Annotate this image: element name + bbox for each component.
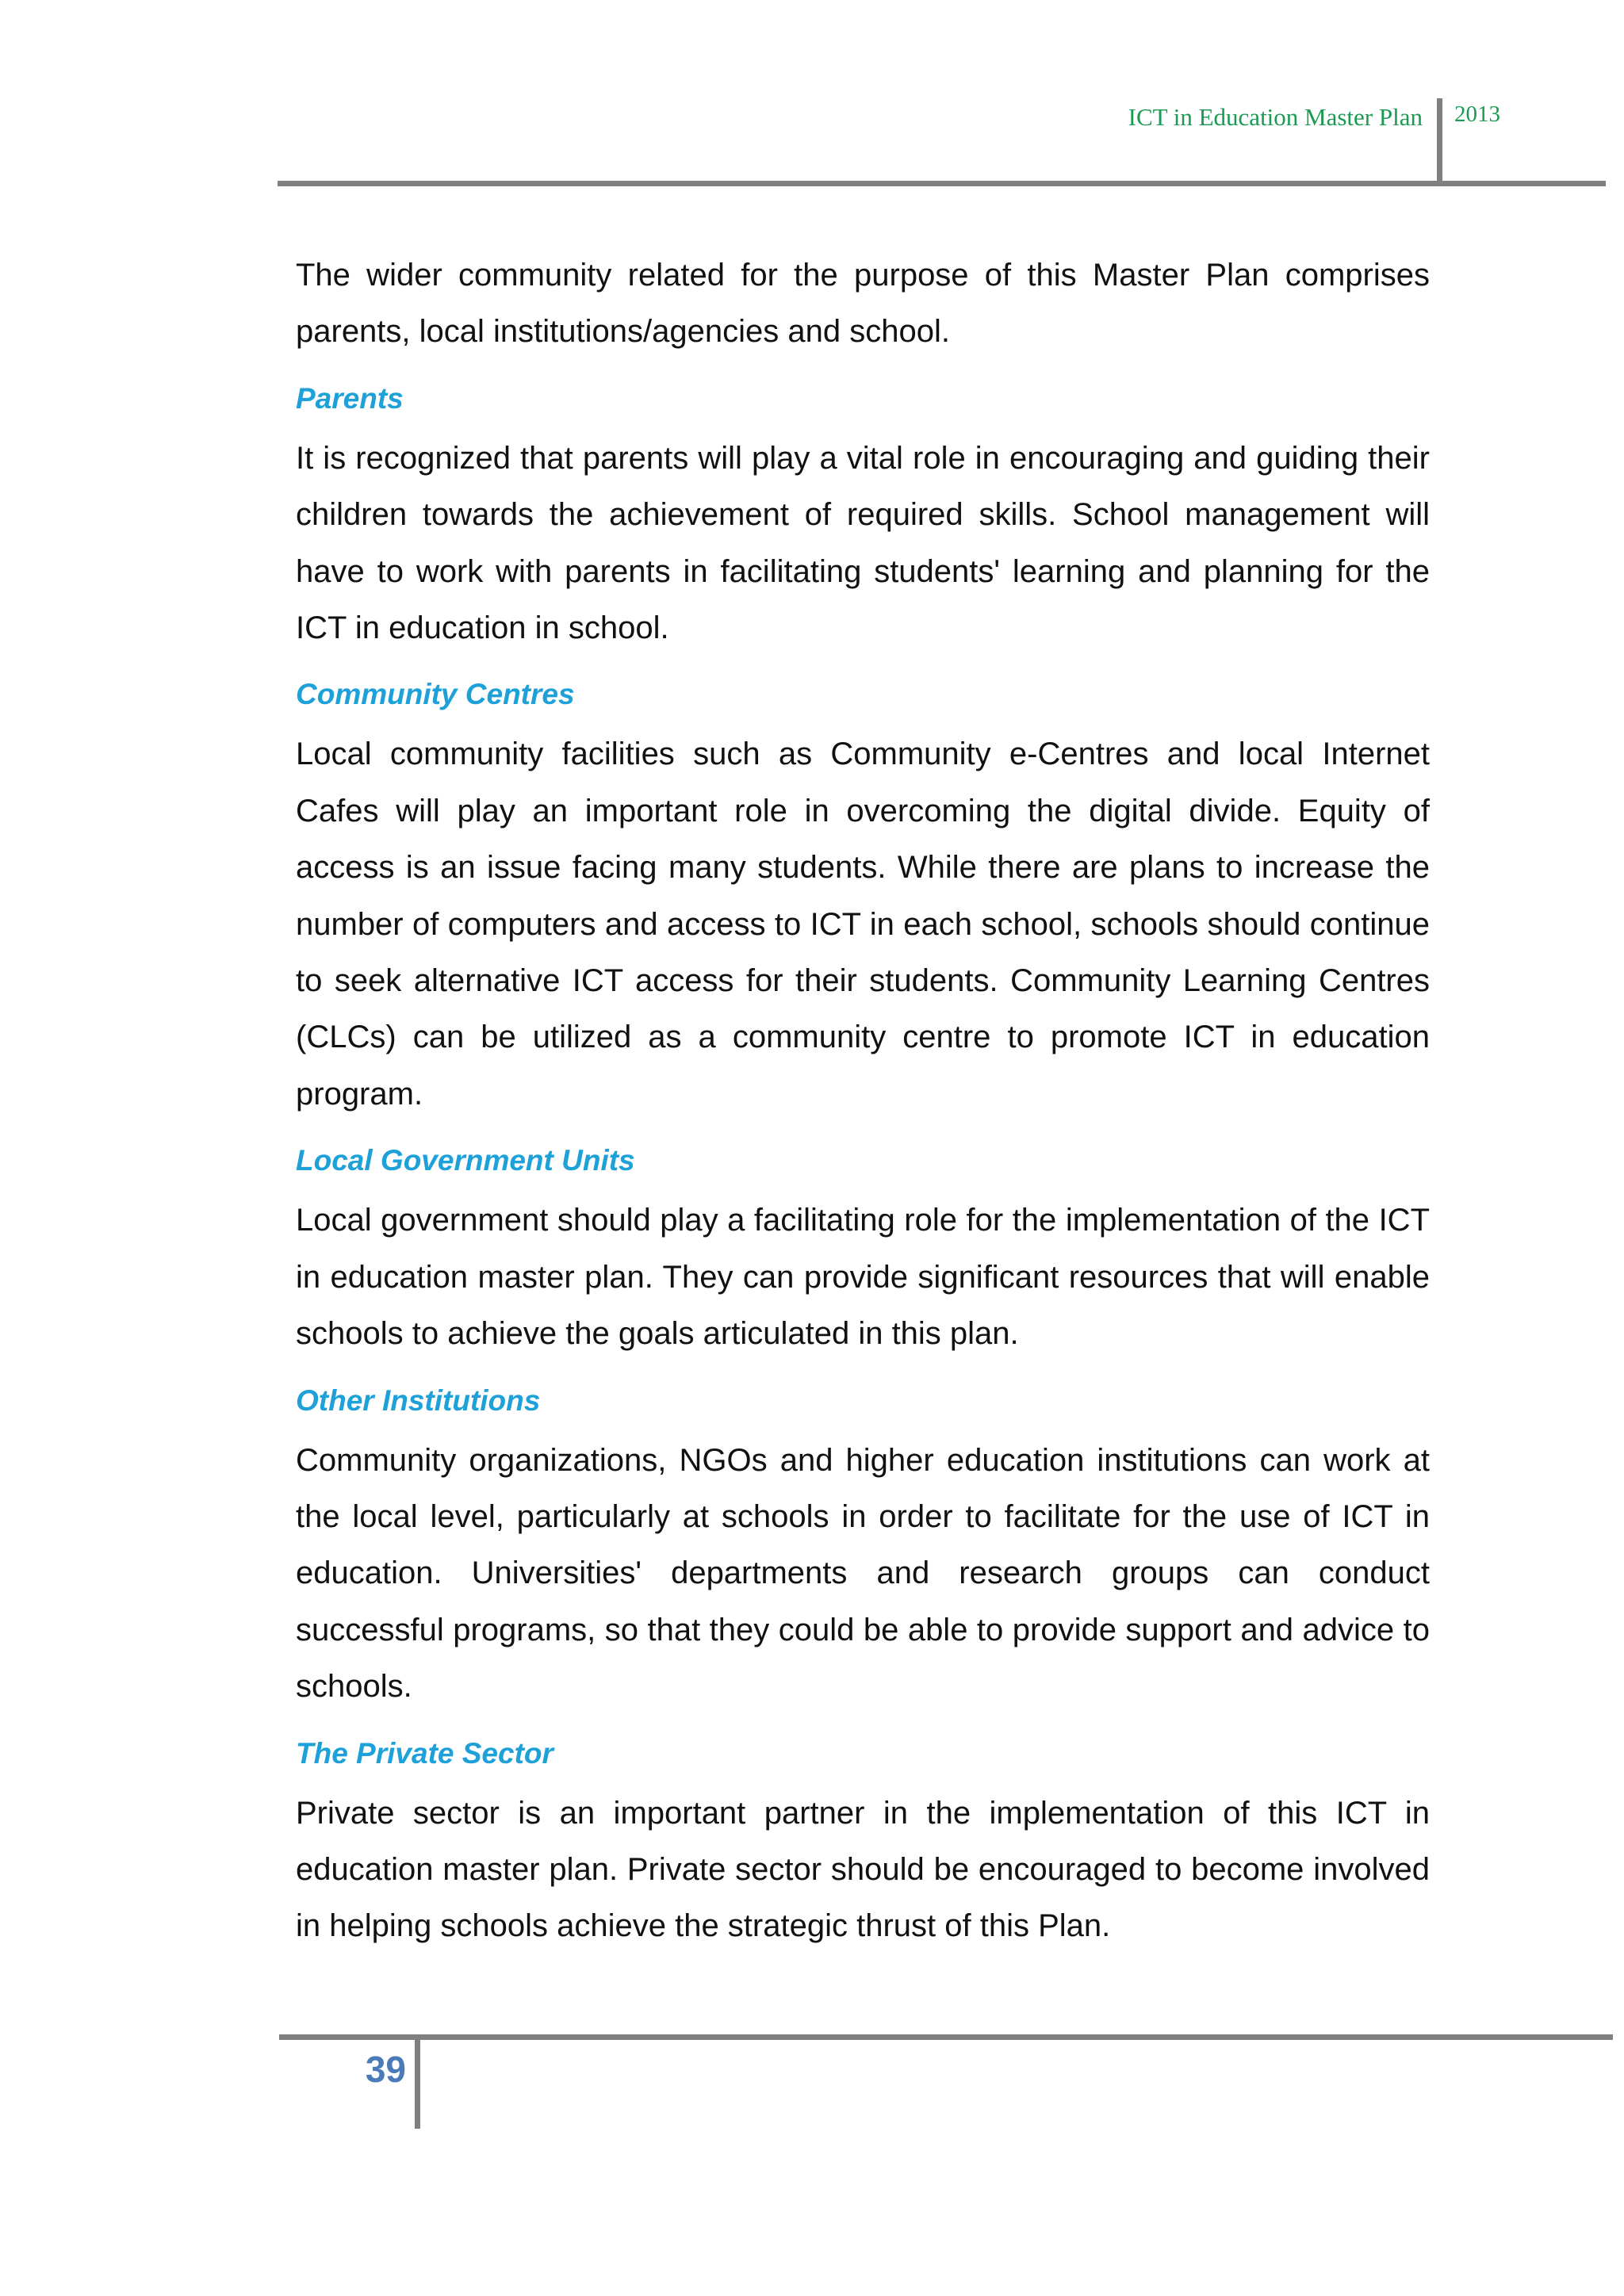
footer-vertical-rule: [415, 2034, 420, 2129]
section-body-community-centres: Local community facilities such as Community e-Centres and local Internet Cafes will play an important role in overcoming the digital divide. Equity of access is an issue facing many students. While there are plans to increase the number of computers and access to ICT in each school, schools should continue to seek alternative ICT access for their students. Community Learning Centres (CLCs) can be utilized as a community centre to promote ICT in education program.: [296, 737, 1430, 1112]
page-body: [296, 247, 1430, 1971]
section-body-other-institutions: Community organizations, NGOs and higher education institutions can work at the local level, particularly at schools in order to facilitate for the use of ICT in education. Universities' departments and research groups can conduct successful programs, so that they could be able to provide support and advice to schools.: [296, 1442, 1430, 1705]
section-heading-other-institutions: Other Institutions: [296, 1383, 541, 1417]
running-header-year: 2013: [1454, 101, 1500, 127]
header-horizontal-rule: [278, 181, 1606, 186]
section-heading-community-centres: Community Centres: [296, 678, 575, 711]
header-vertical-rule: [1437, 98, 1442, 185]
section-body-local-government-units: Local government should play a facilitating role for the implementation of the ICT in education master plan. They can provide significant resources that will enable schools to achieve the goals articulated in this plan.: [296, 1203, 1430, 1352]
intro-paragraph: The wider community related for the purpose of this Master Plan comprises parents, local institutions/agencies and school.: [296, 258, 1430, 350]
footer-horizontal-rule: [279, 2034, 1613, 2040]
running-header-title: ICT in Education Master Plan: [1128, 103, 1423, 131]
section-heading-local-government-units: Local Government Units: [296, 1144, 635, 1177]
section-body-private-sector: Private sector is an important partner in the implementation of this ICT in education master plan. Private sector should be encouraged to become involved in helping schools achieve the strategic thrust of this Plan.: [296, 1795, 1430, 1944]
section-heading-parents: Parents: [296, 381, 404, 415]
section-heading-private-sector: The Private Sector: [296, 1736, 553, 1770]
section-body-parents: It is recognized that parents will play a vital role in encouraging and guiding their children towards the achievement of required skills. School management will have to work with parents in facilitating students' learning and planning for the ICT in education in school.: [296, 440, 1430, 646]
page-number: 39: [365, 2049, 406, 2090]
